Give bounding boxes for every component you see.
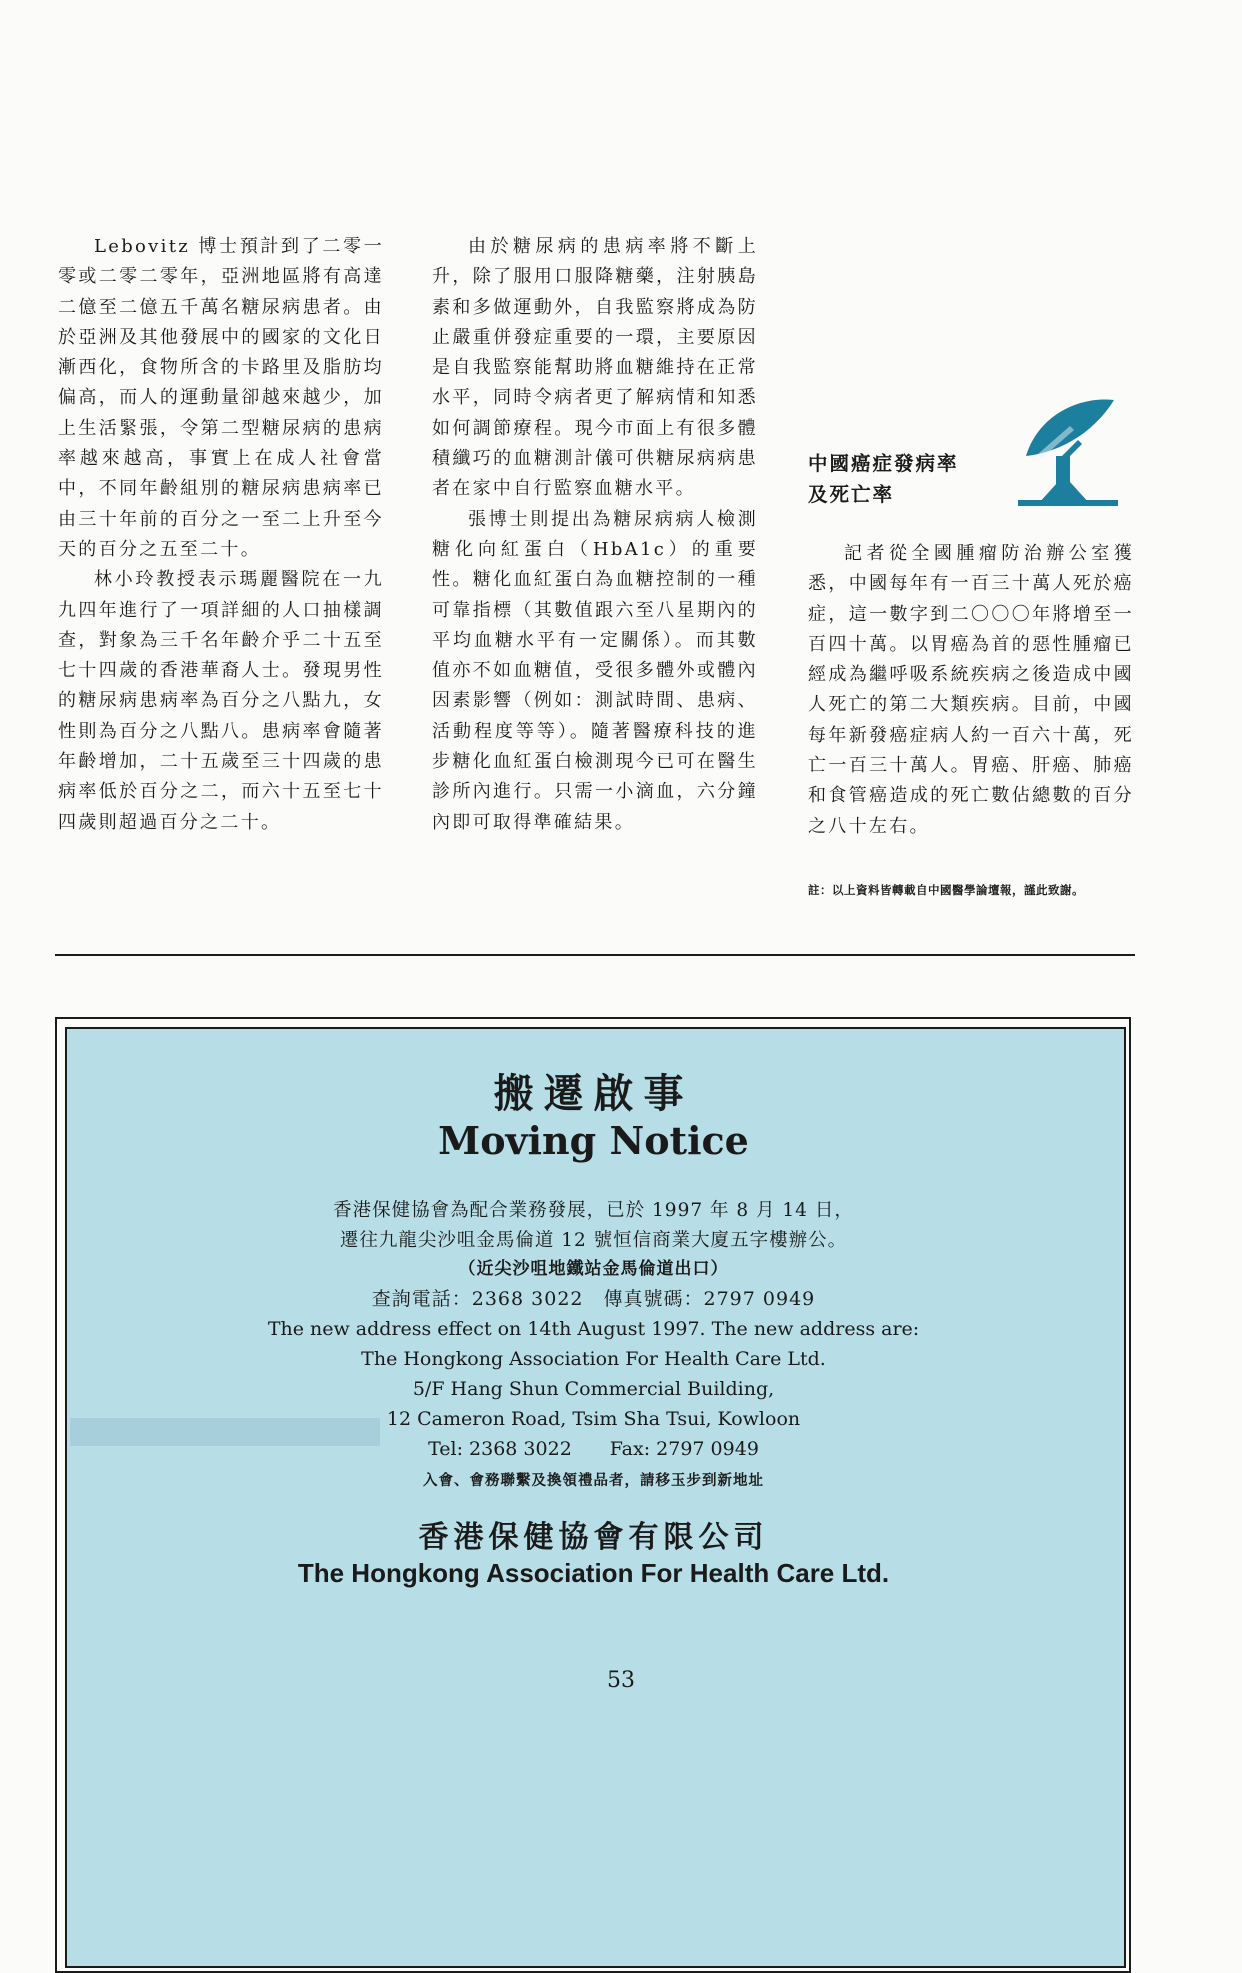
notice-zh-line-3: （近尖沙咀地鐵站金馬倫道出口） [458, 1259, 729, 1279]
column2-paragraph-1: 由於糖尿病的患病率將不斷上升，除了服用口服降糖藥，注射胰島素和多做運動外，自我監察將成為防止嚴重併發症重要的一環，主要原因是自我監察能幫助將血糖維持在正常水平，同時令病者更了解病情和知悉如何調節療程。現今市面上有很多體積纖巧的血糖測計儀可供糖尿病病患者在家中自行監察血糖水平。 [432, 236, 758, 500]
sidebar-column [808, 539, 1134, 842]
notice-en-line-2: The Hongkong Association For Health Care Ltd. [361, 1348, 826, 1370]
notice-org-en: The Hongkong Association For Health Care Ltd. [297, 1558, 890, 1588]
column2-paragraph-2: 張博士則提出為糖尿病病人檢測糖化向紅蛋白（HbA1c）的重要性。糖化血紅蛋白為血糖控制的一種可靠指標（其數值跟六至八星期內的平均血糖水平有一定關係）。而其數值亦不如血糖值，受很多體外或體內因素影響（例如：測試時間、患病、活動程度等等）。隨著醫療科技的進步糖化血紅蛋白檢測現今已可在醫生診所內進行。只需一小滴血，六分鐘內即可取得準確結果。 [432, 508, 758, 833]
notice-zh-line-1: 香港保健協會為配合業務發展，已於 1997 年 8 月 14 日， [333, 1200, 854, 1221]
notice-zh-line-2: 遷往九龍尖沙咀金馬倫道 12 號恒信商業大廈五字樓辦公。 [339, 1230, 848, 1251]
notice-en-line-3: 5/F Hang Shun Commercial Building, [412, 1378, 775, 1400]
notice-phone-line: 查詢電話：2368 3022 傳真號碼：2797 0949 [371, 1288, 816, 1310]
sidebar-title [808, 448, 959, 510]
sidebar-title-line2: 及死亡率 [808, 483, 895, 506]
article-column-1 [58, 232, 384, 838]
page-number: 53 [607, 1668, 635, 1693]
notice-en-line-4: 12 Cameron Road, Tsim Sha Tsui, Kowloon [386, 1408, 801, 1430]
column1-paragraph-1: Lebovitz 博士預計到了二零一零或二零二零年，亞洲地區將有高達二億至二億五千萬名糖尿病患者。由於亞洲及其他發展中的國家的文化日漸西化，食物所含的卡路里及脂肪均偏高，而人的運動量卻越來越少，加上生活緊張，令第二型糖尿病的患病率越來越高，事實上在成人社會當中，不同年齡組別的糖尿病患病率已由三十年前的百分之一至二上升至今天的百分之五至二十。 [58, 236, 384, 560]
notice-org-zh: 香港保健協會有限公司 [418, 1520, 769, 1555]
notice-title-en: Moving Notice [438, 1118, 749, 1163]
sidebar-title-line1: 中國癌症發病率 [808, 452, 959, 475]
notice-title-zh: 搬遷啟事 [493, 1070, 694, 1117]
satellite-dish-icon [1018, 396, 1118, 506]
notice-zh-small: 入會、會務聯繫及換領禮品者，請移玉步到新地址 [423, 1472, 764, 1489]
notice-en-line-1: The new address effect on 14th August 1997. The new address are: [267, 1318, 920, 1340]
column1-paragraph-2: 林小玲教授表示瑪麗醫院在一九九四年進行了一項詳細的人口抽樣調查，對象為三千名年齡介乎二十五至七十四歲的香港華裔人士。發現男性的糖尿病患病率為百分之八點九，女性則為百分之八點八。患病率會隨著年齡增加，二十五歲至三十四歲的患病率低於百分之二，而六十五至七十四歲則超過百分之二十。 [58, 569, 384, 833]
moving-notice-box [65, 1027, 1126, 1968]
notice-en-line-5: Tel: 2368 3022 Fax: 2797 0949 [428, 1438, 759, 1460]
article-column-2 [432, 232, 758, 838]
section-divider [55, 954, 1135, 956]
sidebar-footnote: 註：以上資料皆轉載自中國醫學論壇報，謹此致謝。 [808, 883, 1084, 897]
sidebar-paragraph: 記者從全國腫瘤防治辦公室獲悉，中國每年有一百三十萬人死於癌症，這一數字到二〇〇〇年將增至一百四十萬。以胃癌為首的惡性腫瘤已經成為繼呼吸系統疾病之後造成中國人死亡的第二大類疾病。目前，中國每年新發癌症病人約一百六十萬，死亡一百三十萬人。胃癌、肝癌、肺癌和食管癌造成的死亡數佔總數的百分之八十左右。 [808, 543, 1134, 837]
